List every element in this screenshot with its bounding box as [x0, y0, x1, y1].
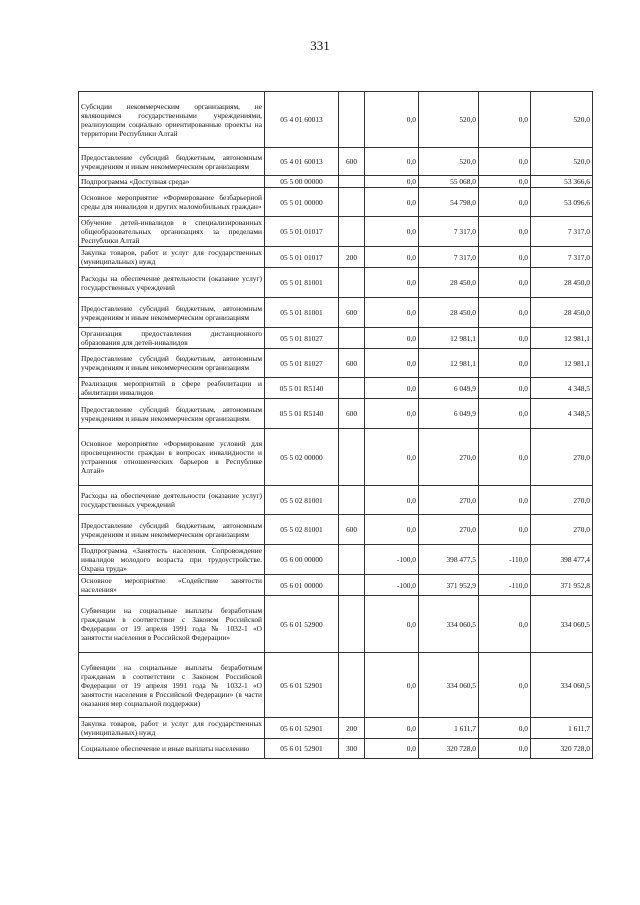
amount-change-1: 0,0: [365, 718, 419, 739]
amount-1: 28 450,0: [419, 298, 479, 328]
expense-type: [339, 92, 365, 148]
table-row: [79, 188, 593, 217]
row-name: Расходы на обеспечение деятельности (оказание услуг) государственных учреждений: [79, 268, 265, 298]
row-name: Основное мероприятие «Содействие занятости населения»: [79, 575, 265, 596]
target-code: 05 5 02 00000: [265, 429, 339, 486]
expense-type: 600: [339, 349, 365, 378]
expense-type: [339, 545, 365, 575]
amount-2: 520,0: [531, 92, 593, 148]
row-name: Закупка товаров, работ и услуг для государственных (муниципальных) нужд: [79, 247, 265, 268]
amount-1: 6 049,9: [419, 378, 479, 399]
target-code: 05 5 02 81001: [265, 515, 339, 545]
table-row: [79, 176, 593, 188]
table-row: [79, 349, 593, 378]
table-row: [79, 399, 593, 429]
amount-2: 398 477,4: [531, 545, 593, 575]
expense-type: [339, 575, 365, 596]
amount-change-2: 0,0: [479, 399, 531, 429]
row-name: Предоставление субсидий бюджетным, автономным учреждениям и иным некоммерческим организациям: [79, 515, 265, 545]
expense-type: [339, 217, 365, 247]
amount-change-1: 0,0: [365, 596, 419, 653]
amount-2: 28 450,0: [531, 268, 593, 298]
target-code: 05 5 01 01017: [265, 217, 339, 247]
target-code: 05 5 01 81001: [265, 298, 339, 328]
target-code: 05 4 01 60013: [265, 148, 339, 176]
row-name: Подпрограмма «Доступная среда»: [79, 176, 265, 188]
target-code: 05 5 01 81001: [265, 268, 339, 298]
target-code: 05 6 01 52901: [265, 653, 339, 718]
amount-change-2: 0,0: [479, 268, 531, 298]
expense-type: [339, 176, 365, 188]
amount-1: 520,0: [419, 148, 479, 176]
amount-change-1: 0,0: [365, 399, 419, 429]
amount-change-2: 0,0: [479, 217, 531, 247]
amount-2: 12 981,1: [531, 349, 593, 378]
target-code: 05 6 00 00000: [265, 545, 339, 575]
amount-change-2: 0,0: [479, 328, 531, 349]
row-name: Подпрограмма «Занятость населения. Сопровождение инвалидов молодого возраста при трудоустройстве. Охрана труда»: [79, 545, 265, 575]
target-code: 05 5 01 81027: [265, 349, 339, 378]
amount-2: 7 317,0: [531, 217, 593, 247]
row-name: Социальное обеспечение и иные выплаты населению: [79, 739, 265, 759]
amount-change-1: 0,0: [365, 429, 419, 486]
amount-2: 4 348,5: [531, 399, 593, 429]
amount-2: 7 317,0: [531, 247, 593, 268]
expense-type: 300: [339, 739, 365, 759]
amount-change-1: 0,0: [365, 486, 419, 515]
expense-type: 200: [339, 247, 365, 268]
expense-type: [339, 429, 365, 486]
row-name: Обучение детей-инвалидов в специализированных общеобразовательных организациях за пределами Республики Алтай: [79, 217, 265, 247]
amount-1: 334 060,5: [419, 653, 479, 718]
amount-1: 398 477,5: [419, 545, 479, 575]
table-row: [79, 515, 593, 545]
table-row: [79, 148, 593, 176]
amount-1: 334 060,5: [419, 596, 479, 653]
amount-change-2: 0,0: [479, 247, 531, 268]
row-name: Расходы на обеспечение деятельности (оказание услуг) государственных учреждений: [79, 486, 265, 515]
row-name: Предоставление субсидий бюджетным, автономным учреждениям и иным некоммерческим организациям: [79, 399, 265, 429]
amount-change-1: 0,0: [365, 298, 419, 328]
amount-change-2: 0,0: [479, 148, 531, 176]
expense-type: [339, 653, 365, 718]
amount-change-1: -100,0: [365, 575, 419, 596]
amount-1: 520,0: [419, 92, 479, 148]
table-row: [79, 429, 593, 486]
amount-change-2: 0,0: [479, 176, 531, 188]
amount-1: 54 798,0: [419, 188, 479, 217]
amount-2: 53 366,6: [531, 176, 593, 188]
amount-1: 371 952,9: [419, 575, 479, 596]
amount-change-1: 0,0: [365, 349, 419, 378]
table-row: [79, 596, 593, 653]
amount-change-1: -100,0: [365, 545, 419, 575]
amount-2: 334 060,5: [531, 653, 593, 718]
table-row: [79, 268, 593, 298]
target-code: 05 5 02 81001: [265, 486, 339, 515]
amount-change-1: 0,0: [365, 92, 419, 148]
amount-change-2: -110,0: [479, 545, 531, 575]
target-code: 05 6 01 00000: [265, 575, 339, 596]
row-name: Реализация мероприятий в сфере реабилитации и абилитации инвалидов: [79, 378, 265, 399]
expense-type: 200: [339, 718, 365, 739]
table-row: [79, 92, 593, 148]
amount-1: 270,0: [419, 515, 479, 545]
amount-change-2: 0,0: [479, 349, 531, 378]
row-name: Организация предоставления дистанционного образования для детей-инвалидов: [79, 328, 265, 349]
amount-change-1: 0,0: [365, 148, 419, 176]
amount-change-1: 0,0: [365, 188, 419, 217]
amount-change-2: 0,0: [479, 515, 531, 545]
expense-type: [339, 188, 365, 217]
page-number: 331: [310, 38, 330, 53]
amount-change-1: 0,0: [365, 378, 419, 399]
amount-1: 7 317,0: [419, 247, 479, 268]
amount-change-2: 0,0: [479, 486, 531, 515]
amount-2: 4 348,5: [531, 378, 593, 399]
amount-change-1: 0,0: [365, 217, 419, 247]
table-row: [79, 247, 593, 268]
amount-change-1: 0,0: [365, 739, 419, 759]
expense-type: [339, 378, 365, 399]
target-code: 05 5 01 R5140: [265, 378, 339, 399]
amount-2: 12 981,1: [531, 328, 593, 349]
table-row: [79, 217, 593, 247]
amount-1: 12 981,1: [419, 328, 479, 349]
amount-1: 55 068,0: [419, 176, 479, 188]
amount-2: 520,0: [531, 148, 593, 176]
target-code: 05 5 01 81027: [265, 328, 339, 349]
table-row: [79, 298, 593, 328]
table-row: [79, 653, 593, 718]
amount-change-2: 0,0: [479, 378, 531, 399]
amount-1: 320 728,0: [419, 739, 479, 759]
expense-type: 600: [339, 148, 365, 176]
table-row: [79, 739, 593, 759]
amount-1: 270,0: [419, 486, 479, 515]
amount-1: 1 611,7: [419, 718, 479, 739]
amount-2: 270,0: [531, 429, 593, 486]
target-code: 05 5 01 01017: [265, 247, 339, 268]
target-code: 05 5 01 00000: [265, 188, 339, 217]
amount-change-1: 0,0: [365, 515, 419, 545]
target-code: 05 5 01 R5140: [265, 399, 339, 429]
amount-1: 12 981,1: [419, 349, 479, 378]
target-code: 05 4 01 60013: [265, 92, 339, 148]
expense-type: [339, 486, 365, 515]
expense-type: [339, 596, 365, 653]
row-name: Основное мероприятие «Формирование условий для просвещенности граждан в вопросах инвалидности и устранения отношенческих барьеров в Республике Алтай»: [79, 429, 265, 486]
amount-2: 371 952,8: [531, 575, 593, 596]
table-row: [79, 718, 593, 739]
amount-change-2: 0,0: [479, 429, 531, 486]
expense-type: 600: [339, 515, 365, 545]
expense-type: 600: [339, 399, 365, 429]
amount-change-2: 0,0: [479, 188, 531, 217]
amount-1: 28 450,0: [419, 268, 479, 298]
amount-change-1: 0,0: [365, 247, 419, 268]
table-row: [79, 575, 593, 596]
row-name: Предоставление субсидий бюджетным, автономным учреждениям и иным некоммерческим организациям: [79, 298, 265, 328]
amount-change-1: 0,0: [365, 268, 419, 298]
amount-2: 1 611,7: [531, 718, 593, 739]
budget-table: [78, 91, 593, 759]
row-name: Субвенции на социальные выплаты безработным гражданам в соответствии с Законом Российской Федерации от 19 апреля 1991 года № 1032-1 «О занятости населения в Российской Федерации»: [79, 596, 265, 653]
table-row: [79, 378, 593, 399]
amount-change-1: 0,0: [365, 176, 419, 188]
row-name: Субвенции на социальные выплаты безработным гражданам в соответствии с Законом Российской Федерации от 19 апреля 1991 года № 1032-1 «О занятости населения в Российской Федерации» (в части оказания мер социальной поддержки): [79, 653, 265, 718]
table-row: [79, 328, 593, 349]
row-name: Предоставление субсидий бюджетным, автономным учреждениям и иным некоммерческим организациям: [79, 148, 265, 176]
expense-type: [339, 268, 365, 298]
amount-change-2: 0,0: [479, 718, 531, 739]
row-name: Предоставление субсидий бюджетным, автономным учреждениям и иным некоммерческим организациям: [79, 349, 265, 378]
row-name: Основное мероприятие «Формирование безбарьерной среды для инвалидов и других маломобильных граждан»: [79, 188, 265, 217]
amount-2: 320 728,0: [531, 739, 593, 759]
expense-type: 600: [339, 298, 365, 328]
expense-type: [339, 328, 365, 349]
amount-1: 7 317,0: [419, 217, 479, 247]
amount-change-2: 0,0: [479, 92, 531, 148]
table-row: [79, 486, 593, 515]
table-row: [79, 545, 593, 575]
target-code: 05 6 01 52900: [265, 596, 339, 653]
amount-change-1: 0,0: [365, 653, 419, 718]
target-code: 05 5 00 00000: [265, 176, 339, 188]
amount-2: 53 096,6: [531, 188, 593, 217]
target-code: 05 6 01 52901: [265, 718, 339, 739]
amount-change-2: 0,0: [479, 596, 531, 653]
amount-1: 6 049,9: [419, 399, 479, 429]
target-code: 05 6 01 52901: [265, 739, 339, 759]
row-name: Субсидии некоммерческим организациям, не являющимся государственными учреждениями, реализующим социально ориентированные проекты на территории Республики Алтай: [79, 92, 265, 148]
amount-change-2: 0,0: [479, 298, 531, 328]
amount-2: 270,0: [531, 486, 593, 515]
amount-2: 28 450,0: [531, 298, 593, 328]
amount-change-1: 0,0: [365, 328, 419, 349]
amount-2: 334 060,5: [531, 596, 593, 653]
amount-change-2: 0,0: [479, 653, 531, 718]
amount-1: 270,0: [419, 429, 479, 486]
amount-2: 270,0: [531, 515, 593, 545]
row-name: Закупка товаров, работ и услуг для государственных (муниципальных) нужд: [79, 718, 265, 739]
amount-change-2: 0,0: [479, 739, 531, 759]
amount-change-2: -110,0: [479, 575, 531, 596]
